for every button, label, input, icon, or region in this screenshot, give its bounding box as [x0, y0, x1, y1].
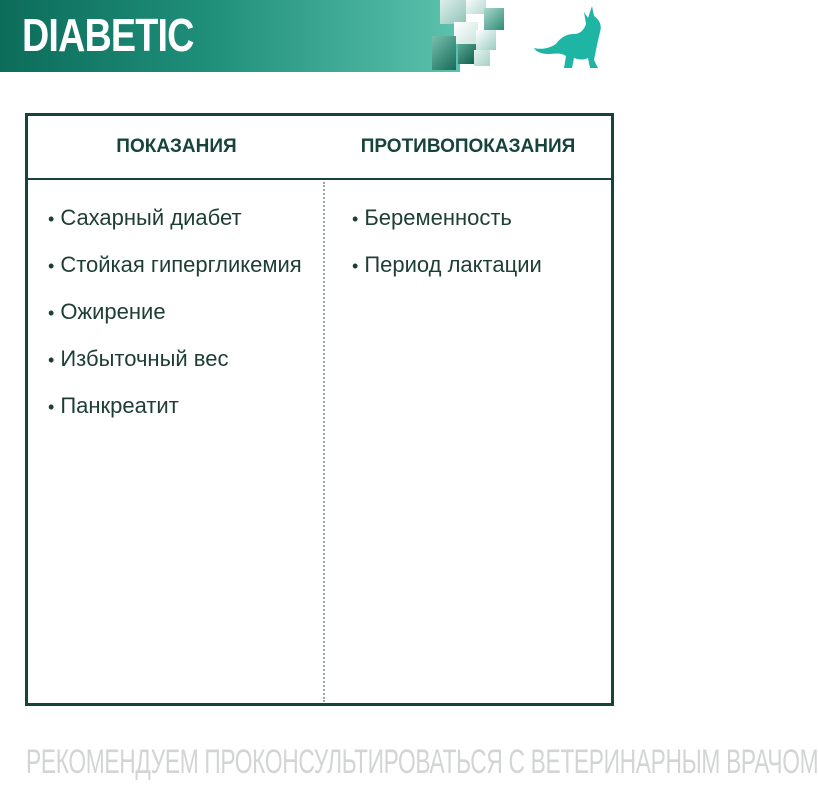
- cat-silhouette-icon: [528, 0, 618, 72]
- green-tile-icon: [476, 30, 496, 50]
- list-item-label: Стойкая гипергликемия: [60, 252, 302, 277]
- indications-list: [48, 202, 308, 437]
- list-item-label: Беременность: [364, 205, 512, 230]
- green-tile-icon: [432, 36, 456, 70]
- list-item-label: Ожирение: [60, 299, 166, 324]
- list-item-label: Период лактации: [364, 252, 542, 277]
- bullet-icon: •: [48, 350, 55, 370]
- list-item: [48, 249, 308, 282]
- list-item-label: Сахарный диабет: [60, 205, 242, 230]
- contraindications-heading: ПРОТИВОПОКАЗАНИЯ: [360, 136, 576, 157]
- table-header-row: [28, 116, 611, 180]
- list-item: [48, 296, 308, 329]
- brand-title: DIABETIC: [22, 9, 194, 61]
- green-tile-icon: [454, 22, 478, 44]
- list-item-label: Избыточный вес: [60, 346, 229, 371]
- green-tile-icon: [466, 0, 486, 14]
- list-item: [352, 249, 592, 282]
- green-tile-icon: [484, 8, 504, 30]
- footer-note: РЕКОМЕНДУЕМ ПРОКОНСУЛЬТИРОВАТЬСЯ С ВЕТЕРИНАРНЫМ ВРАЧОМ: [26, 743, 818, 781]
- bullet-icon: •: [48, 303, 55, 323]
- bullet-icon: •: [352, 209, 359, 229]
- list-item: [48, 390, 308, 423]
- bullet-icon: •: [352, 256, 359, 276]
- header-banner: [0, 0, 618, 72]
- column-divider: [323, 182, 325, 702]
- indications-table: [25, 113, 614, 706]
- list-item: [48, 343, 308, 376]
- green-tile-icon: [440, 0, 466, 24]
- bullet-icon: •: [48, 209, 55, 229]
- list-item: [48, 202, 308, 235]
- indications-heading: ПОКАЗАНИЯ: [116, 136, 237, 157]
- green-tile-icon: [474, 50, 490, 66]
- list-item: [352, 202, 592, 235]
- bullet-icon: •: [48, 256, 55, 276]
- bullet-icon: •: [48, 397, 55, 417]
- contraindications-list: [352, 202, 592, 296]
- list-item-label: Панкреатит: [60, 393, 179, 418]
